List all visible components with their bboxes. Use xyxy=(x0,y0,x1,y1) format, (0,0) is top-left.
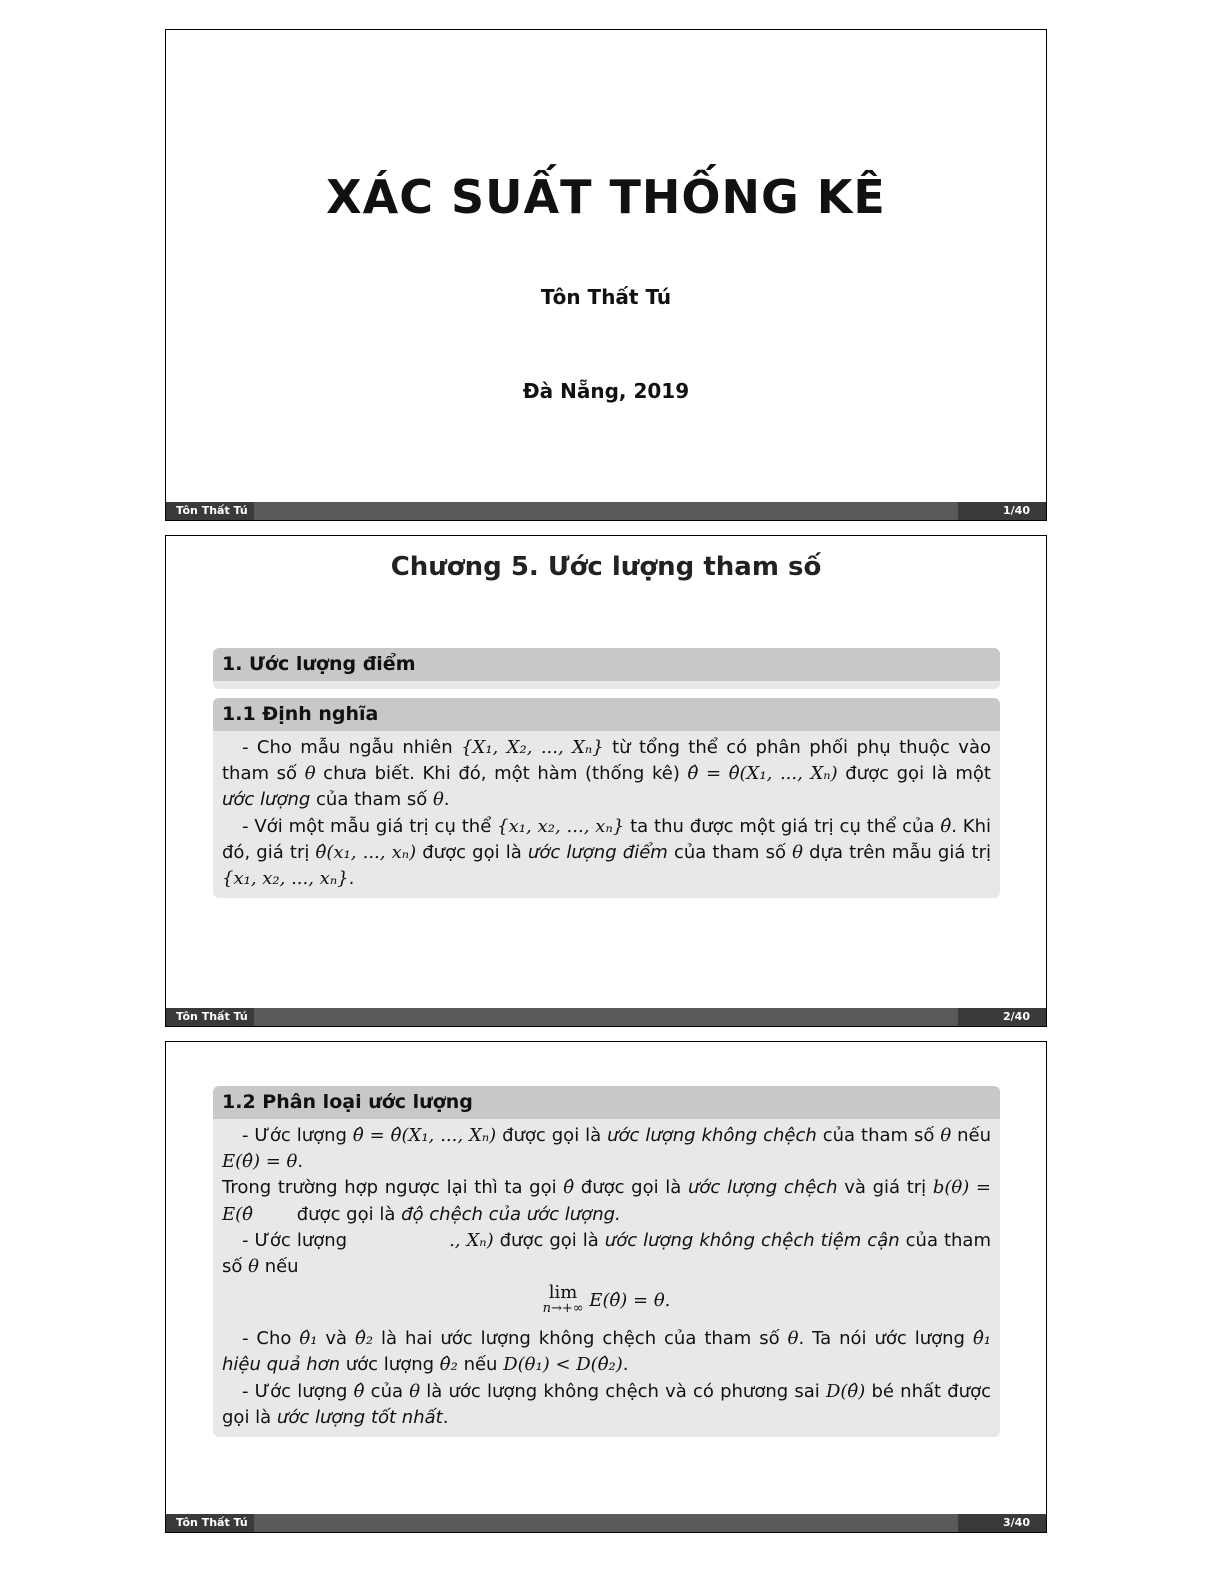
classification-block xyxy=(213,1086,1000,1437)
classification-body xyxy=(213,1119,1000,1437)
footer-page-number: 1/40 xyxy=(958,502,1046,520)
section-block xyxy=(213,648,1000,689)
definition-paragraph-2: - Với một mẫu giá trị cụ thể {x₁, x₂, ..., xₙ} ta thu được một giá trị cụ thể của θ̂. Khi đó, giá trị θ̂(x₁, ..., xₙ) được gọi là ước lượng điểm của tham số θ dựa trên mẫu giá trị {x₁, x₂, ..., xₙ}. xyxy=(222,815,992,890)
definition-body xyxy=(213,731,1000,898)
asymptotic-paragraph: - Ước lượng ., Xₙ) được gọi là ước lượng không chệch tiệm cận của tham số θ nếu xyxy=(222,1229,991,1278)
slide-footer xyxy=(166,1008,1046,1026)
classification-title: 1.2 Phân loại ước lượng xyxy=(213,1086,1000,1119)
definition-paragraph-1: - Cho mẫu ngẫu nhiên {X₁, X₂, ..., Xₙ} từ tổng thể có phân phối phụ thuộc vào tham số θ chưa biết. Khi đó, một hàm (thống kê) θ̂ = θ̂(X₁, ..., Xₙ) được gọi là một ước lượng của tham số θ. xyxy=(222,737,991,811)
slide-3 xyxy=(165,1041,1047,1533)
author-name: Tôn Thất Tú xyxy=(540,285,672,309)
slide-footer xyxy=(166,1514,1046,1532)
slide-footer xyxy=(166,502,1046,520)
presentation-title: XÁC SUẤT THỐNG KÊ xyxy=(326,170,886,224)
footer-author: Tôn Thất Tú xyxy=(166,1514,254,1532)
footer-page-number: 3/40 xyxy=(958,1514,1046,1532)
slide-2 xyxy=(165,535,1047,1027)
limit-formula: lim n→+∞ E(θ̂) = θ. xyxy=(542,1282,671,1317)
unbiased-paragraph: - Ước lượng θ̂ = θ̂(X₁, ..., Xₙ) được gọi là ước lượng không chệch của tham số θ nếu E(θ̂) = θ. xyxy=(222,1125,991,1173)
section-block-body xyxy=(213,681,1000,689)
slide-1 xyxy=(165,29,1047,521)
efficiency-paragraph: - Cho θ̂₁ và θ̂₂ là hai ước lượng không chệch của tham số θ. Ta nói ước lượng θ̂₁ hiệu quả hơn ước lượng θ̂₂ nếu D(θ₁) < D(θ̂₂). xyxy=(222,1328,991,1376)
place-date: Đà Nẵng, 2019 xyxy=(522,379,690,403)
frame-title: Chương 5. Ước lượng tham số xyxy=(390,552,822,582)
footer-author: Tôn Thất Tú xyxy=(166,1008,254,1026)
definition-title: 1.1 Định nghĩa xyxy=(213,698,1000,731)
footer-page-number: 2/40 xyxy=(958,1008,1046,1026)
section-title: 1. Ước lượng điểm xyxy=(213,648,1000,681)
best-estimator-paragraph: - Ước lượng θ̂ của θ là ước lượng không chệch và có phương sai D(θ̂) bé nhất được gọi là ước lượng tốt nhất. xyxy=(222,1380,991,1428)
footer-author: Tôn Thất Tú xyxy=(166,502,254,520)
biased-paragraph: Trong trường hợp ngược lại thì ta gọi θ̂ được gọi là ước lượng chệch và giá trị b(θ) = E(θ̂ được gọi là độ chệch của ước lượng. xyxy=(222,1177,991,1225)
definition-block xyxy=(213,698,1000,898)
